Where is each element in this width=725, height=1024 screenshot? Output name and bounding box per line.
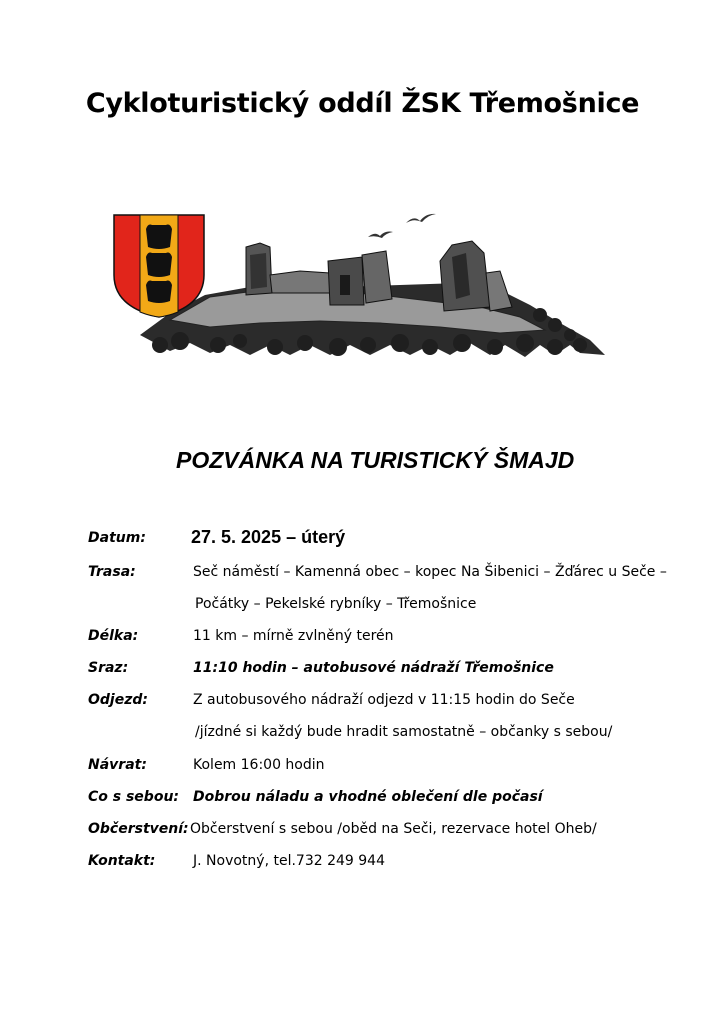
value-trasa: Seč náměstí – Kamenná obec – kopec Na Šibenici – Žďárec u Seče – (193, 564, 667, 580)
page-title: Cykloturistický oddíl ŽSK Třemošnice (85, 88, 640, 119)
value-odjezd-line2: /jízdné si každý bude hradit samostatně – občanky s sebou/ (195, 724, 613, 740)
label-trasa: Trasa: (88, 564, 136, 580)
label-odjezd: Odjezd: (88, 692, 148, 708)
label-sraz: Sraz: (88, 660, 129, 676)
label-obcerstveni: Občerstvení: (88, 821, 189, 837)
label-co-s-sebou: Co s sebou: (88, 789, 180, 805)
label-datum: Datum: (88, 530, 146, 546)
value-navrat: Kolem 16:00 hodin (193, 757, 325, 773)
invitation-heading: POZVÁNKA NA TURISTICKÝ ŠMAJD (176, 447, 575, 473)
value-odjezd: Z autobusového nádraží odjezd v 11:15 hodin do Seče (193, 692, 575, 708)
label-delka: Délka: (88, 628, 139, 644)
castle-ruin-illustration (100, 195, 620, 395)
value-obcerstveni: Občerstvení s sebou /oběd na Seči, rezervace hotel Oheb/ (190, 821, 597, 837)
bird-icon (368, 232, 393, 239)
bird-icon (406, 214, 436, 223)
label-navrat: Návrat: (88, 757, 147, 773)
value-kontakt: J. Novotný, tel.732 249 944 (193, 853, 385, 869)
coat-of-arms-icon (114, 215, 204, 317)
value-datum: 27. 5. 2025 – úterý (191, 527, 346, 547)
value-co-s-sebou: Dobrou náladu a vhodné oblečení dle počasí (193, 789, 543, 805)
value-trasa-line2: Počátky – Pekelské rybníky – Třemošnice (195, 596, 477, 612)
label-kontakt: Kontakt: (88, 853, 156, 869)
value-sraz: 11:10 hodin – autobusové nádraží Třemošnice (193, 660, 554, 676)
value-delka: 11 km – mírně zvlněný terén (193, 628, 394, 644)
